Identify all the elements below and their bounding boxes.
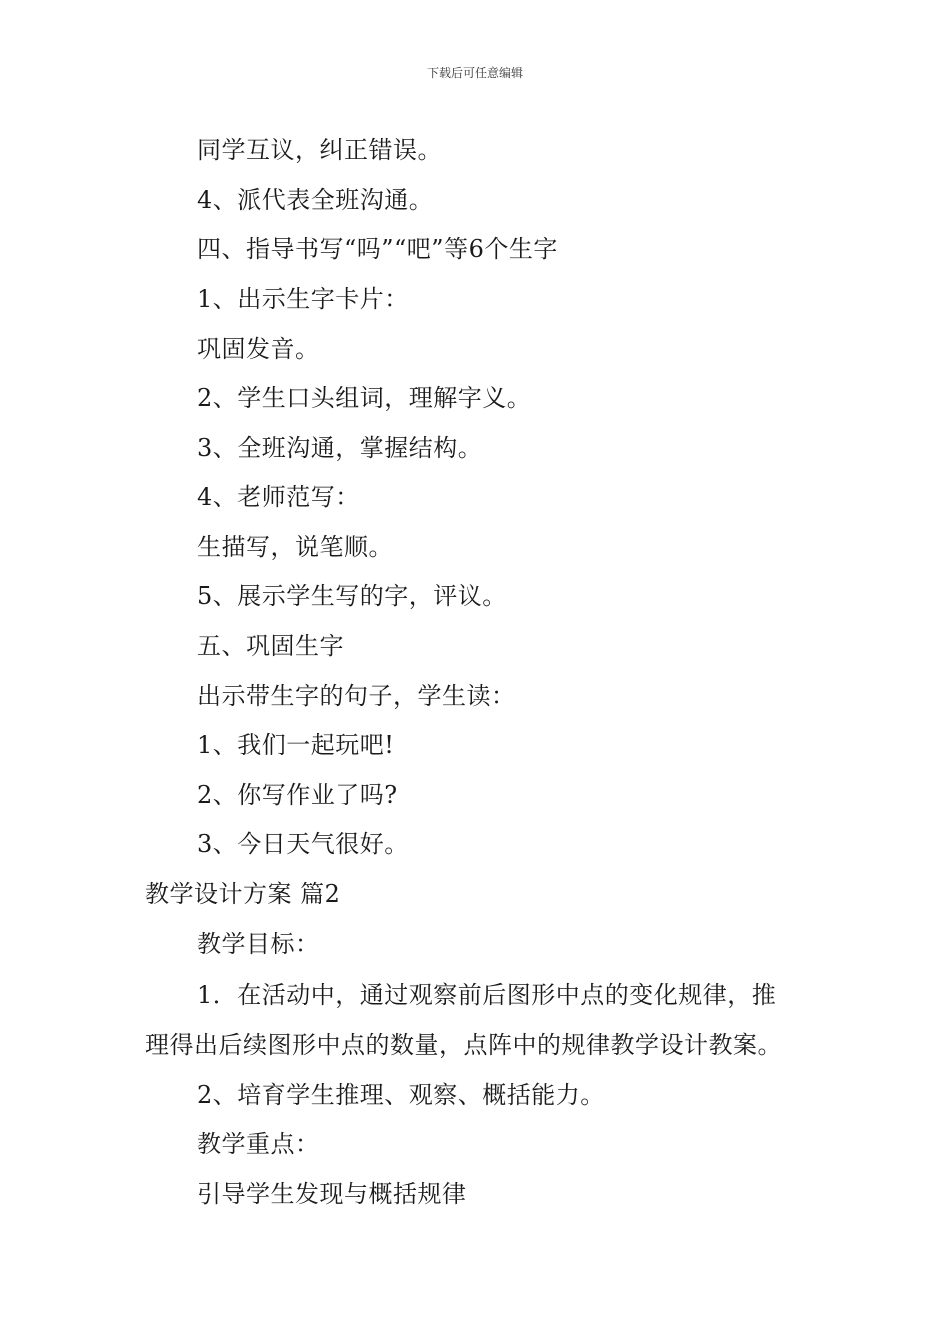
text-line: 4、老师范写：	[197, 483, 360, 511]
text-line: 2、你写作业了吗?	[197, 781, 398, 809]
text-line: 2、培育学生推理、观察、概括能力。	[197, 1081, 605, 1109]
section-heading: 教学目标：	[197, 930, 320, 958]
text-line: 5、展示学生写的字，评议。	[197, 582, 507, 610]
text-line: 理得出后续图形中点的数量，点阵中的规律教学设计教案。	[145, 1031, 782, 1059]
document-title: 教学设计方案 篇2	[145, 880, 341, 908]
section-heading: 教学重点：	[197, 1130, 320, 1158]
text-line: 出示带生字的句子，学生读：	[197, 682, 516, 710]
text-line: 同学互议，纠正错误。	[197, 136, 442, 164]
text-line: 2、学生口头组词，理解字义。	[197, 384, 532, 412]
section-heading: 五、巩固生字	[197, 632, 344, 660]
page-header: 下载后可任意编辑	[426, 66, 523, 80]
text-line: 1、出示生字卡片：	[197, 285, 409, 313]
text-line: 1、我们一起玩吧!	[197, 731, 395, 759]
text-line: 生描写，说笔顺。	[197, 533, 393, 561]
section-heading: 四、指导书写“吗”“吧”等6个生字	[197, 235, 558, 263]
text-line: 1．在活动中，通过观察前后图形中点的变化规律，推	[197, 981, 777, 1009]
text-line: 3、今日天气很好。	[197, 830, 409, 858]
text-line: 3、全班沟通，掌握结构。	[197, 434, 483, 462]
text-line: 4、派代表全班沟通。	[197, 186, 434, 214]
text-line: 巩固发音。	[197, 335, 320, 363]
text-line: 引导学生发现与概括规律	[197, 1180, 467, 1208]
